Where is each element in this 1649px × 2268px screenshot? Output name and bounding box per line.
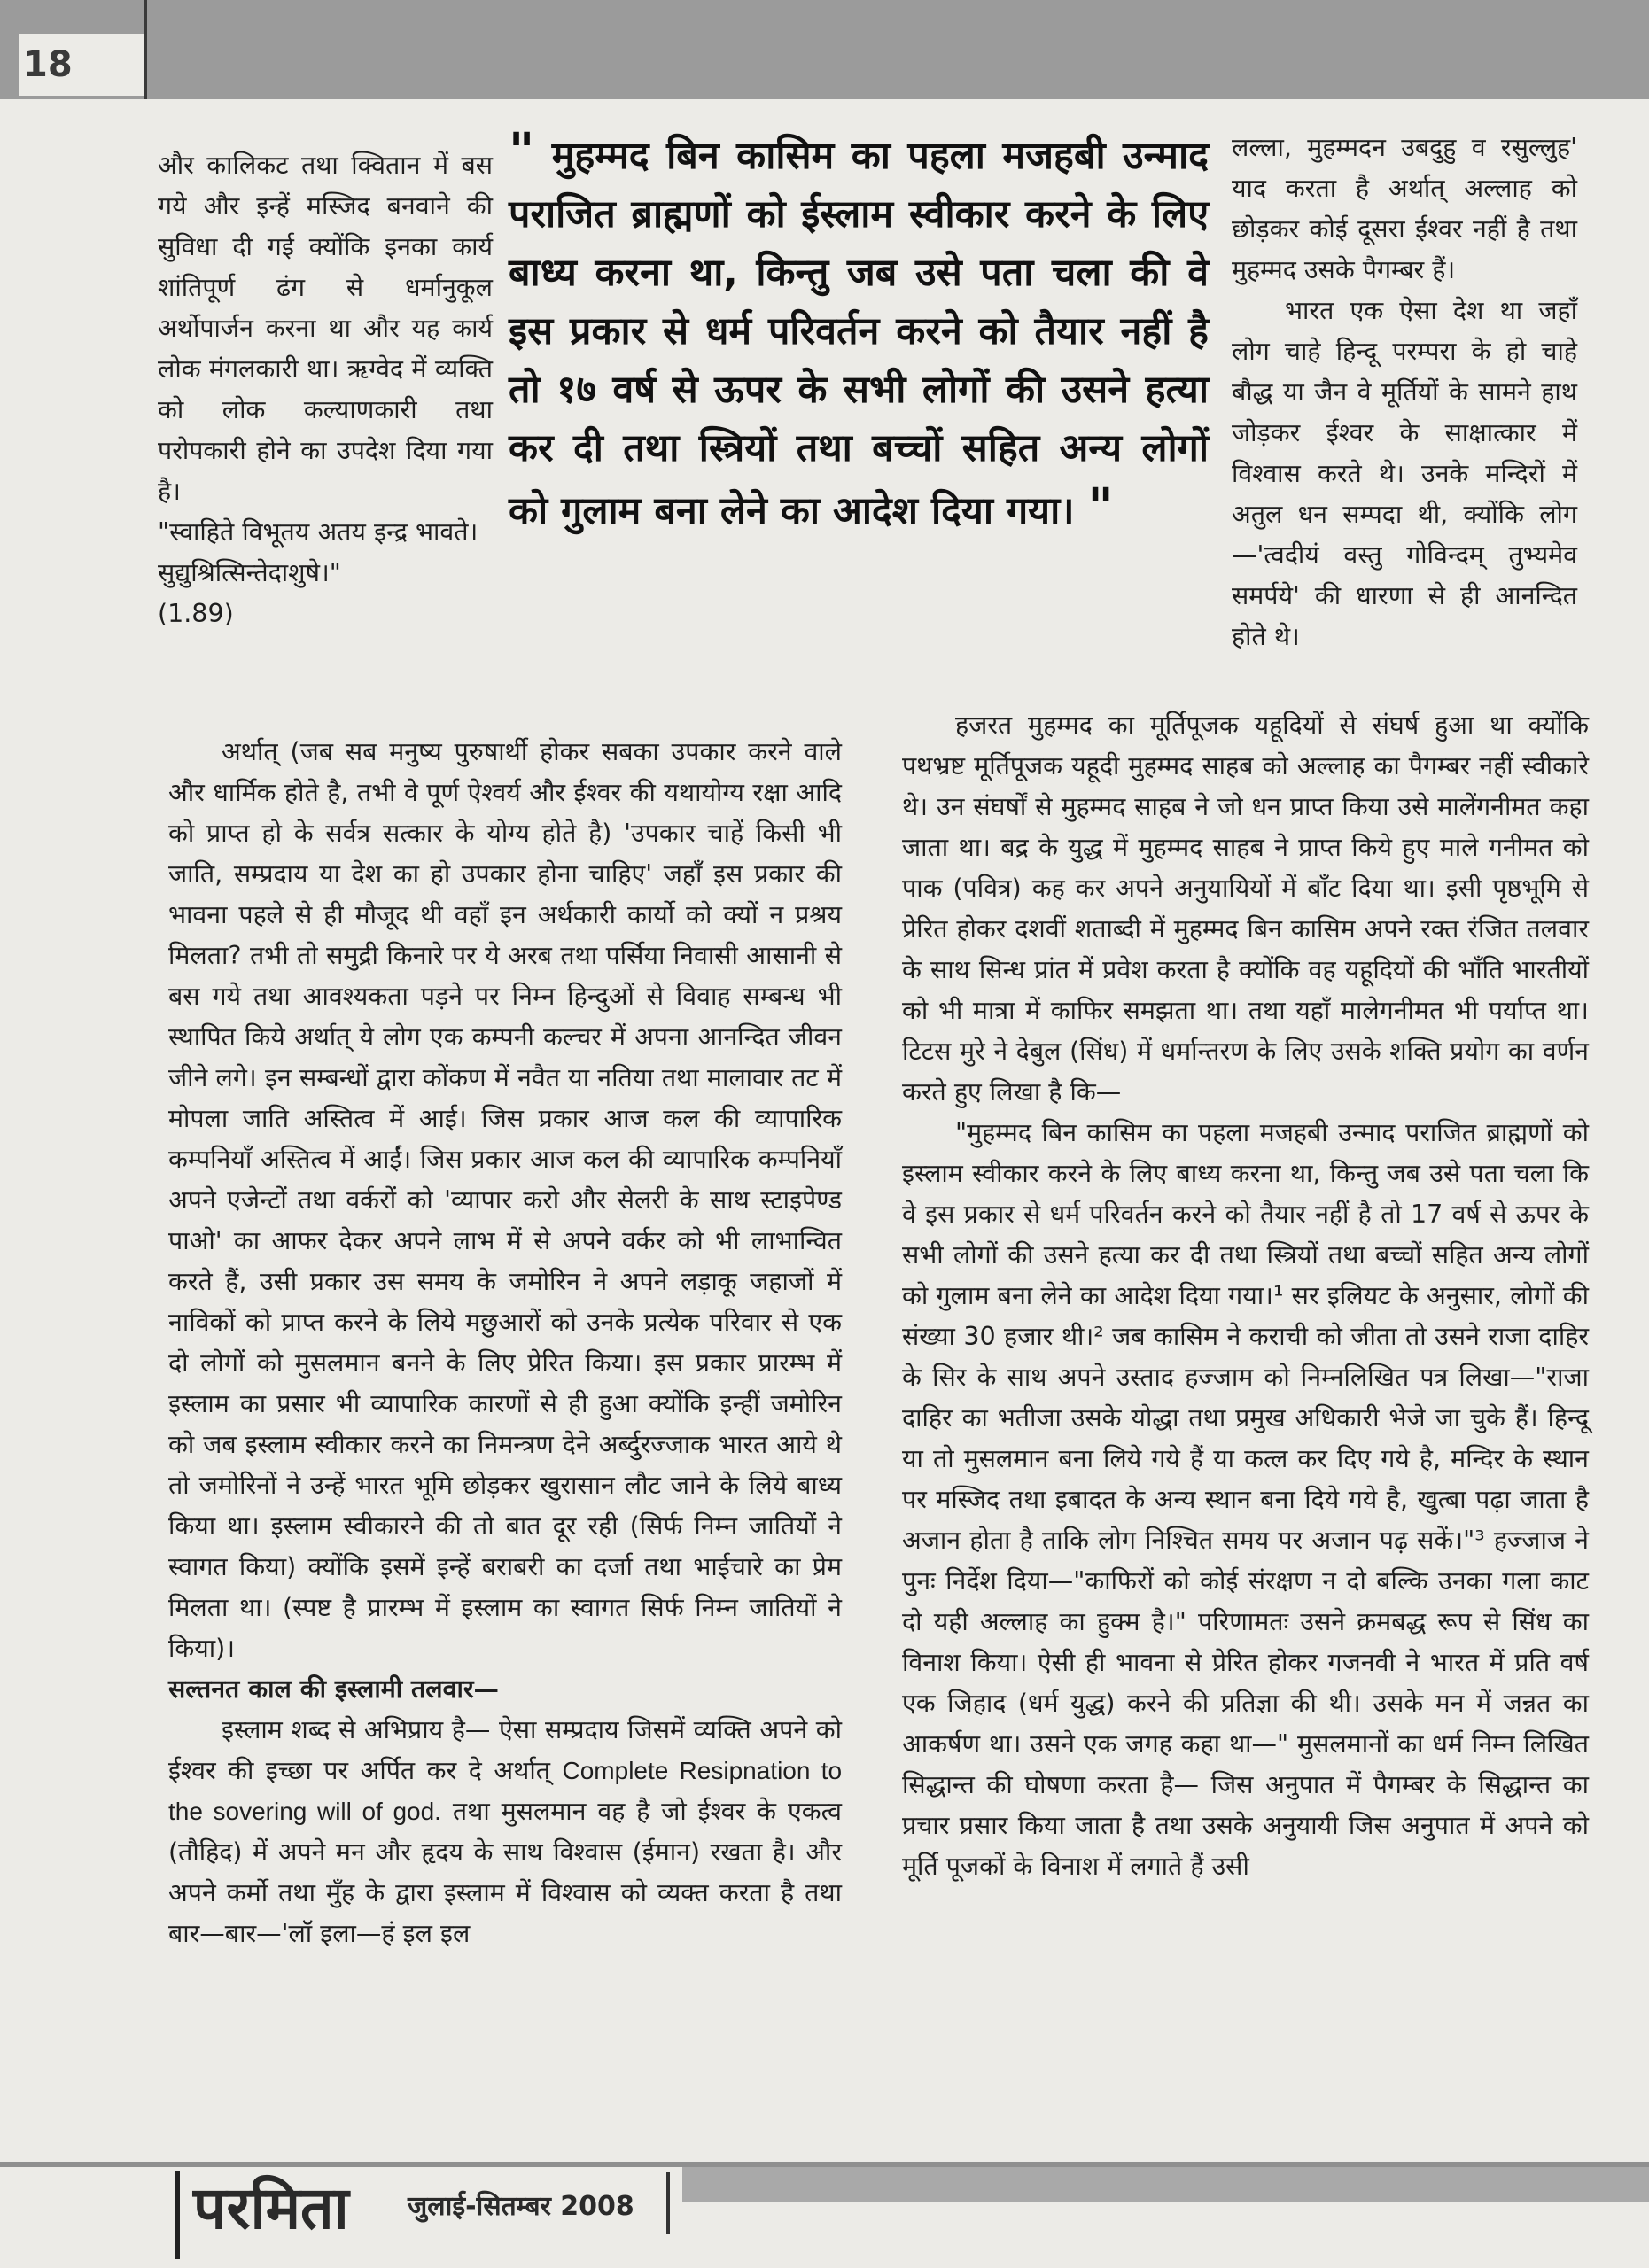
pull-quote-open-mark: " (509, 122, 535, 181)
left-bottom-paragraph-2 (168, 1710, 842, 1954)
right-top-column (1232, 128, 1577, 657)
top-band (0, 0, 1649, 99)
right-bottom-column (902, 705, 1589, 1887)
pull-quote (509, 122, 1209, 540)
verse-reference: (1.89) (158, 599, 234, 628)
muslim-definition-text: तथा मुसलमान वह है जो ईश्वर के एकत्व (तौहिद) में अपने मन और हृदय के साथ विश्वास (ईमान) रखता है। और अपने कर्मो तथा मुँह के द्वारा इस्लाम में विश्वास को व्यक्त करता है तथा बार—बार—'लॉ इला—हं इल इल (168, 1797, 843, 1948)
right-top-paragraph-2: भारत एक ऐसा देश था जहाँ लोग चाहे हिन्दू परम्परा के हो चाहे बौद्ध या जैन वे मूर्तियों के सामने हाथ जोड़कर ईश्वर के साक्षात्कार में विश्वास करते थे। उनके मन्दिरों में अतुल धन सम्पदा थी, क्योंकि लोग—'त्वदीयं वस्तु गोविन्दम् तुभ्यमेव समर्पये' की धारणा से ही आनन्दित होते थे। (1232, 296, 1577, 651)
pull-quote-text: मुहम्मद बिन कासिम का पहला मजहबी उन्माद पराजित ब्राह्मणों को ईस्लाम स्वीकार करने के लिए बाध्य करना था, किन्तु जब उसे पता चला की वे इस प्रकार से धर्म परिवर्तन करने को तैयार नहीं है तो १७ वर्ष से ऊपर के सभी लोगों की उसने हत्या कर दी तथा स्त्रियों तथा बच्चों सहित अन्य लोगों को गुलाम बना लेने का आदेश दिया गया। (509, 134, 1209, 533)
left-bottom-paragraph-1: अर्थात् (जब सब मनुष्य पुरुषार्थी होकर सबका उपकार करने वाले और धार्मिक होते है, तभी वे पूर्ण ऐश्वर्य और ईश्वर की यथायोग्य रक्षा आदि को प्राप्त हो के सर्वत्र सत्कार के योग्य होते है) 'उपकार चाहें किसी भी जाति, सम्प्रदाय या देश का हो उपकार होना चाहिए' जहाँ इस प्रकार की भावना पहले से ही मौजूद थी वहाँ इन अर्थकारी कार्यो को क्यों न प्रश्रय मिलता? तभी तो समुद्री किनारे पर ये अरब तथा पर्सिया निवासी आसानी से बस गये तथा आवश्यकता पड़ने पर निम्न हिन्दुओं से विवाह सम्बन्ध भी स्थापित किये अर्थात् ये लोग एक कम्पनी कल्चर में अपना आनन्दित जीवन जीने लगे। इन सम्बन्धों द्वारा कोंकण में नवैत या नतिया तथा मालावार तट में मोपला जाति अस्तित्व में आई। जिस प्रकार आज कल की व्यापारिक कम्पनियाँ अस्तित्व में आईं। जिस प्रकार आज कल की व्यापारिक कम्पनियाँ अपने एजेन्टों तथा वर्करों को 'व्यापार करो और सेलरी के साथ स्टाइपेण्ड पाओ' का आफर देकर अपने लाभ में से अपने वर्कर को भी लाभान्वित करते हैं, उसी प्रकार उस समय के जमोरिन ने अपने लड़ाकू जहाजों में नाविकों को प्राप्त करने के लिये मछुआरों को उनके प्रत्येक परिवार से एक दो लोगों को मुसलमान बनने के लिए प्रेरित किया। इस प्रकार प्रारम्भ में इस्लाम का प्रसार भी व्यापारिक कारणों से ही हुआ क्योंकि इन्हीं जमोरिन को जब इस्लाम स्वीकार करने का निमन्त्रण देने अर्ब्दुरज्जाक भारत आये थे तो जमोरिनों ने उन्हें भारत भूमि छोड़कर खुरासान लौट जाने के लिये बाध्य किया था। इस्लाम स्वीकारने की तो बात दूर रही (सिर्फ निम्न जातियों ने स्वागत किया) क्योंकि इसमें इन्हें बराबरी का दर्जा तथा भाईचारे का प्रेम मिलता था। (स्पष्ट है प्रारम्भ में इस्लाम का स्वागत सिर्फ निम्न जातियों ने किया)। (168, 737, 842, 1663)
pull-quote-close-mark: " (1087, 478, 1114, 536)
issue-divider (666, 2172, 670, 2234)
footer-band (682, 2167, 1649, 2202)
header-divider (144, 0, 147, 99)
right-bottom-paragraph-1: हजरत मुहम्मद का मूर्तिपूजक यहूदियों से संघर्ष हुआ था क्योंकि पथभ्रष्ट मूर्तिपूजक यहूदी मुहम्मद साहब को अल्लाह का पैगम्बर नहीं स्वीकारे थे। उन संघर्षों से मुहम्मद साहब ने जो धन प्राप्त किया उसे मालेंगनीमत कहा जाता था। बद्र के युद्ध में मुहम्मद साहब ने प्राप्त किये हुए माले गनीमत को पाक (पवित्र) कह कर अपने अनुयायियों में बाँट दिया था। इसी पृष्ठभूमि से प्रेरित होकर दशवीं शताब्दी में मुहम्मद बिन कासिम अपने रक्त रंजित तलवार के साथ सिन्ध प्रांत में प्रवेश करता है क्योंकि वह यहूदियों की भाँति भारतीयों को भी मात्रा में काफिर समझता था। तथा यहाँ मालेगनीमत भी पर्याप्त था। टिटस मुरे ने देबुल (सिंध) में धर्मान्तरण के लिए उसके शक्ति प्रयोग का वर्णन करते हुए लिखा है कि— (902, 711, 1589, 1107)
section-heading: सल्तनत काल की इस्लामी तलवार— (168, 1674, 499, 1704)
right-bottom-paragraph-2: "मुहम्मद बिन कासिम का पहला मजहबी उन्माद पराजित ब्राह्मणों को इस्लाम स्वीकार करने के लिए बाध्य करना था, किन्तु जब उसे पता चला कि वे इस प्रकार से धर्म परिवर्तन करने को तैयार नहीं है तो 17 वर्ष से ऊपर के सभी लोगों की उसने हत्या कर दी तथा स्त्रियों तथा बच्चों सहित अन्य लोगों को गुलाम बना लेने का आदेश दिया गया।¹ सर इलियट के अनुसार, लोगों की संख्या 30 हजार थी।² जब कासिम ने कराची को जीता तो उसने राजा दाहिर के सिर के साथ अपने उस्ताद हज्जाम को निम्नलिखित पत्र लिखा—"राजा दाहिर का भतीजा उसके योद्धा तथा प्रमुख अधिकारी भेजे जा चुके हैं। हिन्दू या तो मुसलमान बना लिये गये हैं या कत्ल कर दिए गये है, मन्दिर के स्थान पर मस्जिद तथा इबादत के अन्य स्थान बना दिये गये है, खुत्बा पढ़ा जाता है अजान होता है ताकि लोग निश्चित समय पर अजान पढ़ सकें।"³ हज्जाज ने पुनः निर्देश दिया—"काफिरों को कोई संरक्षण न दो बल्कि उनका गला काट दो यही अल्लाह का हुक्म है।" परिणामतः उसने क्रमबद्ध रूप से सिंध का विनाश किया। ऐसी ही भावना से प्रेरित होकर गजनवी ने भारत में प्रति वर्ष एक जिहाद (धर्म युद्ध) करने की प्रतिज्ञा की थी। उसके मन में जन्नत का आकर्षण था। उसने एक जगह कहा था—" मुसलमानों का धर्म निम्न लिखित सिद्धान्त की घोषणा करता है— जिस अनुपात में पैगम्बर के सिद्धान्त का प्रचार प्रसार किया जाता है तथा उसके अनुयायी जिस अनुपात में अपने को मूर्ति पूजकों के विनाश में लगाते हैं उसी (902, 1118, 1589, 1881)
verse-line-1: "स्वाहिते विभूतय अतय इन्द्र भावते। (158, 517, 478, 547)
issue-date: जुलाई-सितम्बर 2008 (408, 2191, 634, 2222)
page-number: 18 (19, 34, 147, 96)
footer-brand-divider (175, 2171, 180, 2259)
english-definition: Complete Resipnation to the sovering will of god. (168, 1757, 843, 1825)
verse-line-2: सुद्युश्रित्सिन्तेदाशुषे।" (158, 558, 341, 587)
left-bottom-column (168, 732, 842, 1954)
magazine-brand: परमिता (193, 2174, 349, 2242)
islam-definition-text: इस्लाम शब्द से अभिप्राय है— ऐसा सम्प्रदाय जिसमें व्यक्ति अपने को ईश्वर की इच्छा पर अर्पित कर दे अर्थात् (168, 1715, 842, 1785)
right-top-paragraph-1: लल्ला, मुहम्मदन उबदुहु व रसुल्लुह' याद करता है अर्थात् अल्लाह को छोड़कर कोई दूसरा ईश्वर नहीं है तथा मुहम्मद उसके पैगम्बर हैं। (1232, 133, 1577, 284)
left-top-paragraph: और कालिकट तथा क्वितान में बस गये और इन्हें मस्जिद बनवाने की सुविधा दी गई क्योंकि इनका कार्य शांतिपूर्ण ढंग से धर्मानुकूल अर्थोपार्जन करना था और यह कार्य लोक मंगलकारी था। ऋग्वेद में व्यक्ति को लोक कल्याणकारी तथा परोपकारी होने का उपदेश दिया गया है। (158, 151, 493, 506)
left-top-column (158, 145, 493, 634)
